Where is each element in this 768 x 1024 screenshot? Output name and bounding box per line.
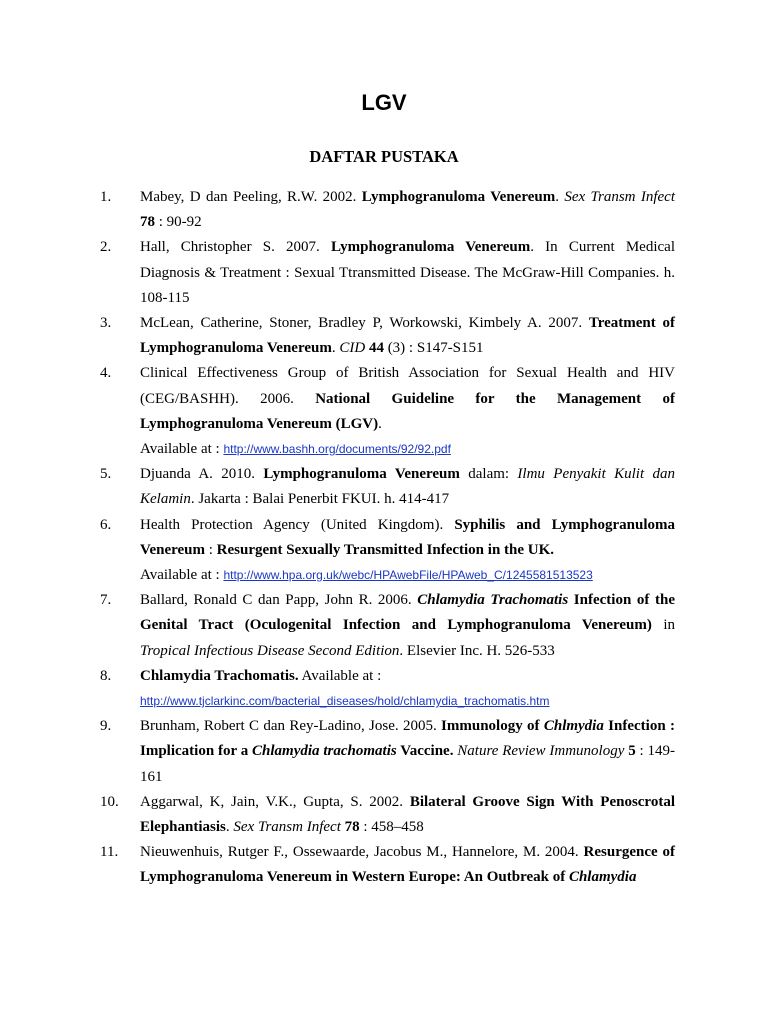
reference-number: 8. [100, 667, 112, 684]
document-title: LGV [361, 90, 407, 115]
reference-item: 9. Brunham, Robert C dan Rey-Ladino, Jose. 2005. Immunology of Chlmydia Infection : Implication for a Chlamydia trachomatis Vaccine. Nature Review Immunology 5 : 149-161 [100, 714, 675, 790]
reference-item: 1. Mabey, D dan Peeling, R.W. 2002. Lymphogranuloma Venereum. Sex Transm Infect 78 : 90-92 [100, 185, 675, 235]
reference-number: 2. [100, 239, 112, 256]
reference-item: 3. McLean, Catherine, Stoner, Bradley P, Workowski, Kimbely A. 2007. Treatment of Lymphogranuloma Venereum. CID 44 (3) : S147-S151 [100, 311, 675, 361]
reference-number: 11. [100, 844, 119, 861]
reference-number: 1. [100, 189, 112, 205]
reference-item: 8. Chlamydia Trachomatis. Available at : http://www.tjclarkinc.com/bacterial_diseases/hold/chlamydia_trachomatis.htm [100, 664, 675, 714]
reference-item: 6. Health Protection Agency (United Kingdom). Syphilis and Lymphogranuloma Venereum : Resurgent Sexually Transmitted Infection in the UK. Available at : http://www.hpa.org.uk/webc/HPAwebFile/HPAweb_C/1245581513523 [100, 513, 675, 589]
reference-item: 11. Nieuwenhuis, Rutger F., Ossewaarde, Jacobus M., Hannelore, M. 2004. Resurgence of Lymphogranuloma Venereum in Western Europe: An Outbreak of Chlamydia [100, 840, 675, 890]
reference-item: 4. Clinical Effectiveness Group of British Association for Sexual Health and HIV (CEG/BASHH). 2006. National Guideline for the Management of Lymphogranuloma Venereum (LGV). Available at : http://www.bashh.org/documents/92/92.pdf [100, 361, 675, 462]
reference-number: 6. [100, 516, 112, 533]
reference-item: 5. Djuanda A. 2010. Lymphogranuloma Venereum dalam: Ilmu Penyakit Kulit dan Kelamin. Jakarta : Balai Penerbit FKUI. h. 414-417 [100, 462, 675, 512]
reference-link[interactable]: http://www.tjclarkinc.com/bacterial_diseases/hold/chlamydia_trachomatis.htm [140, 694, 550, 709]
reference-number: 10. [100, 793, 119, 810]
reference-item: 10. Aggarwal, K, Jain, V.K., Gupta, S. 2002. Bilateral Groove Sign With Penoscrotal Elephantiasis. Sex Transm Infect 78 : 458–458 [100, 790, 675, 840]
reference-item: 2. Hall, Christopher S. 2007. Lymphogranuloma Venereum. In Current Medical Diagnosis & Treatment : Sexual Ttransmitted Disease. The McGraw-Hill Companies. h. 108-115 [100, 235, 675, 311]
reference-list [100, 185, 675, 891]
reference-number: 4. [100, 365, 112, 382]
reference-item: 7. Ballard, Ronald C dan Papp, John R. 2006. Chlamydia Trachomatis Infection of the Genital Tract (Oculogenital Infection and Lymphogranuloma Venereum) in Tropical Infectious Disease Second Edition. Elsevier Inc. H. 526-533 [100, 588, 675, 664]
reference-link[interactable]: http://www.hpa.org.uk/webc/HPAwebFile/HPAweb_C/1245581513523 [223, 568, 593, 583]
bibliography-heading: DAFTAR PUSTAKA [309, 147, 459, 166]
reference-link[interactable]: http://www.bashh.org/documents/92/92.pdf [223, 442, 451, 457]
reference-number: 7. [100, 592, 112, 609]
reference-number: 3. [100, 315, 112, 332]
reference-number: 5. [100, 466, 112, 483]
reference-number: 9. [100, 718, 112, 735]
